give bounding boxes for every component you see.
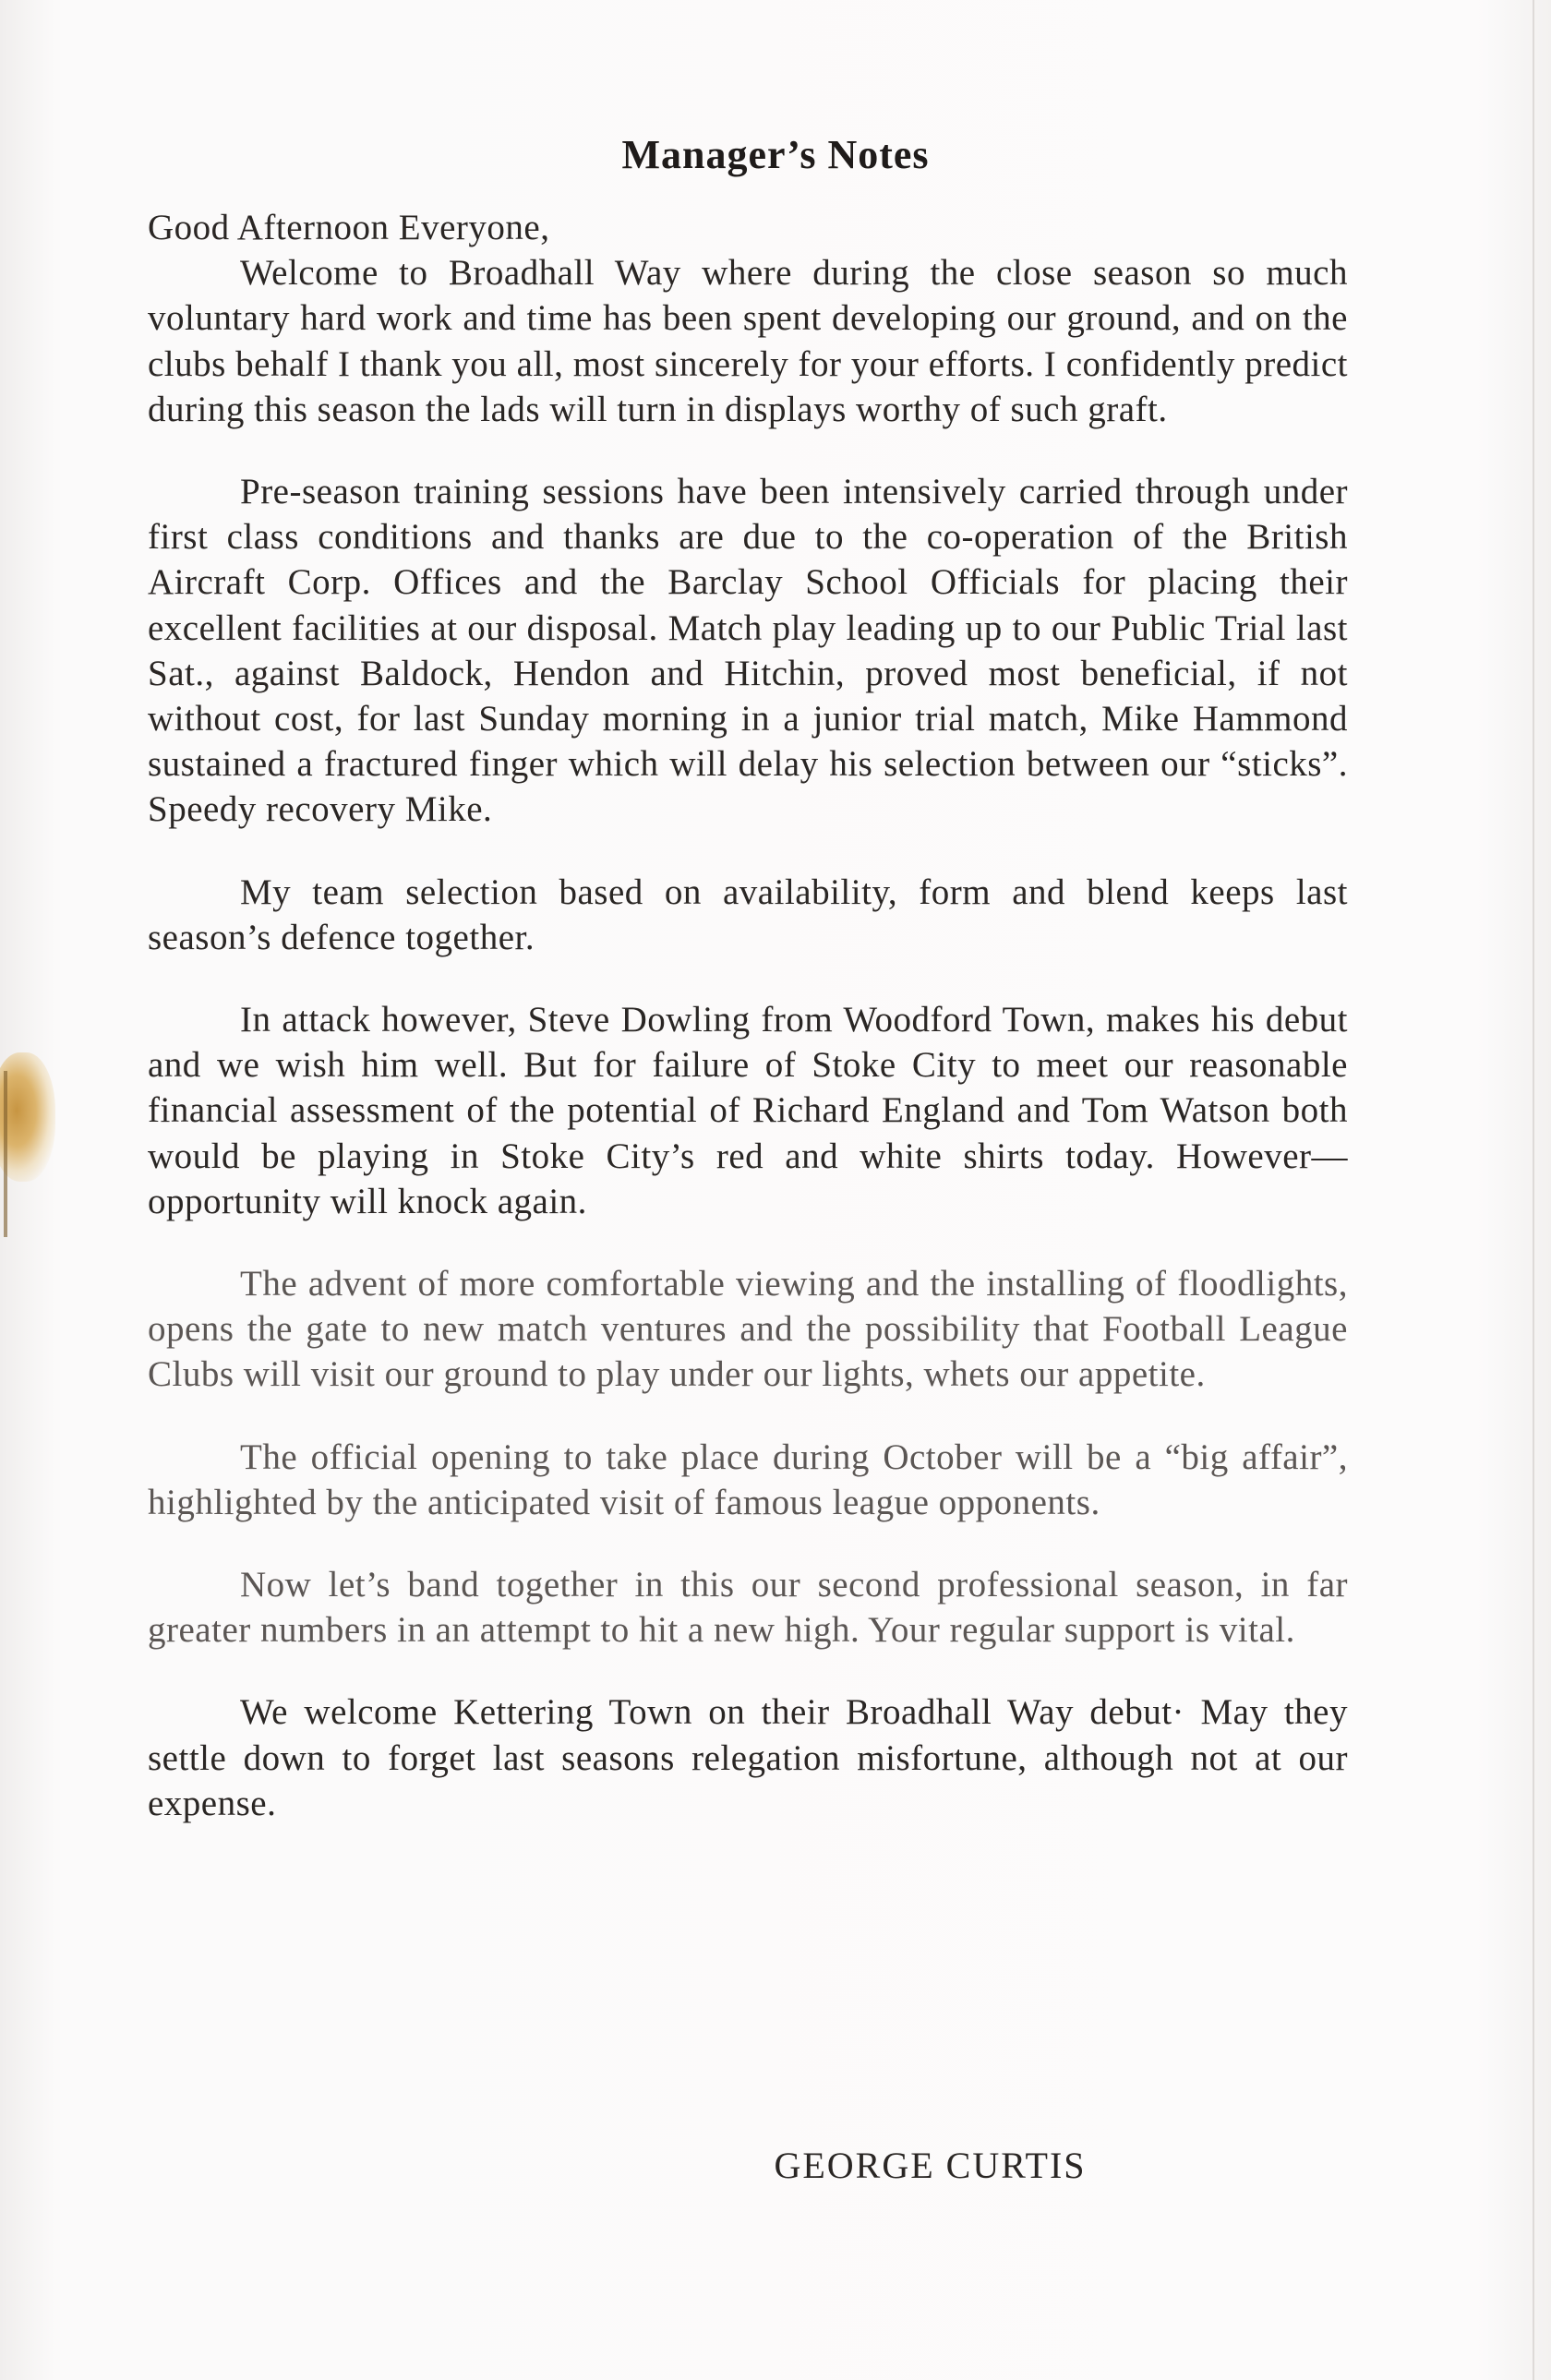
paragraph-attack: In attack however, Steve Dowling from Woodford Town, makes his debut and we wish him well. But for failure of Stoke City to meet our reasonable financial assessment of the potential of Richard England and Tom Watson both would be playing in Stoke City’s red and white shirts today. However—opportunity will knock again. xyxy=(148,1000,1348,1221)
paper-stain xyxy=(0,1052,55,1182)
page-title: Manager’s Notes xyxy=(621,132,930,177)
signature: GEORGE CURTIS xyxy=(774,2145,1087,2186)
paragraph-official-opening: The official opening to take place during October will be a “big affair”, highlighted by the anticipated visit of famous league opponents. xyxy=(148,1436,1348,1522)
notes-body xyxy=(148,205,1348,1826)
paragraph-kettering: We welcome Kettering Town on their Broadhall Way debut· May they settle down to forget last seasons relegation misfortune, although not at our expense. xyxy=(148,1692,1348,1823)
paragraph-floodlights: The advent of more comfortable viewing and the installing of floodlights, opens the gate to new match ventures and the possibility that Football League Clubs will visit our ground to play under our lights, whets our appetite. xyxy=(148,1264,1348,1395)
greeting: Good Afternoon Everyone, xyxy=(148,208,550,247)
binding-mark xyxy=(4,1071,7,1237)
paragraph-team-selection: My team selection based on availability, form and blend keeps last season’s defence together. xyxy=(148,871,1348,957)
paragraph-band-together: Now let’s band together in this our second professional season, in far greater numbers in an attempt to hit a new high. Your regular support is vital. xyxy=(148,1565,1348,1651)
paragraph-welcome: Welcome to Broadhall Way where during the close season so much voluntary hard work and time has been spent developing our ground, and on the clubs behalf I thank you all, most sincerely for your efforts. I confidently predict during this season the lads will turn in displays worthy of such graft. xyxy=(148,253,1348,429)
paragraph-pre-season: Pre-season training sessions have been intensively carried through under first class conditions and thanks are due to the co-operation of the British Aircraft Corp. Offices and the Barclay School Officials for placing their excellent facilities at our disposal. Match play leading up to our Public Trial last Sat., against Baldock, Hendon and Hitchin, proved most beneficial, if not without cost, for last Sunday morning in a junior trial match, Mike Hammond sustained a fractured finger which will delay his selection between our “sticks”. Speedy recovery Mike. xyxy=(148,472,1348,830)
page-edge xyxy=(1533,0,1534,2380)
